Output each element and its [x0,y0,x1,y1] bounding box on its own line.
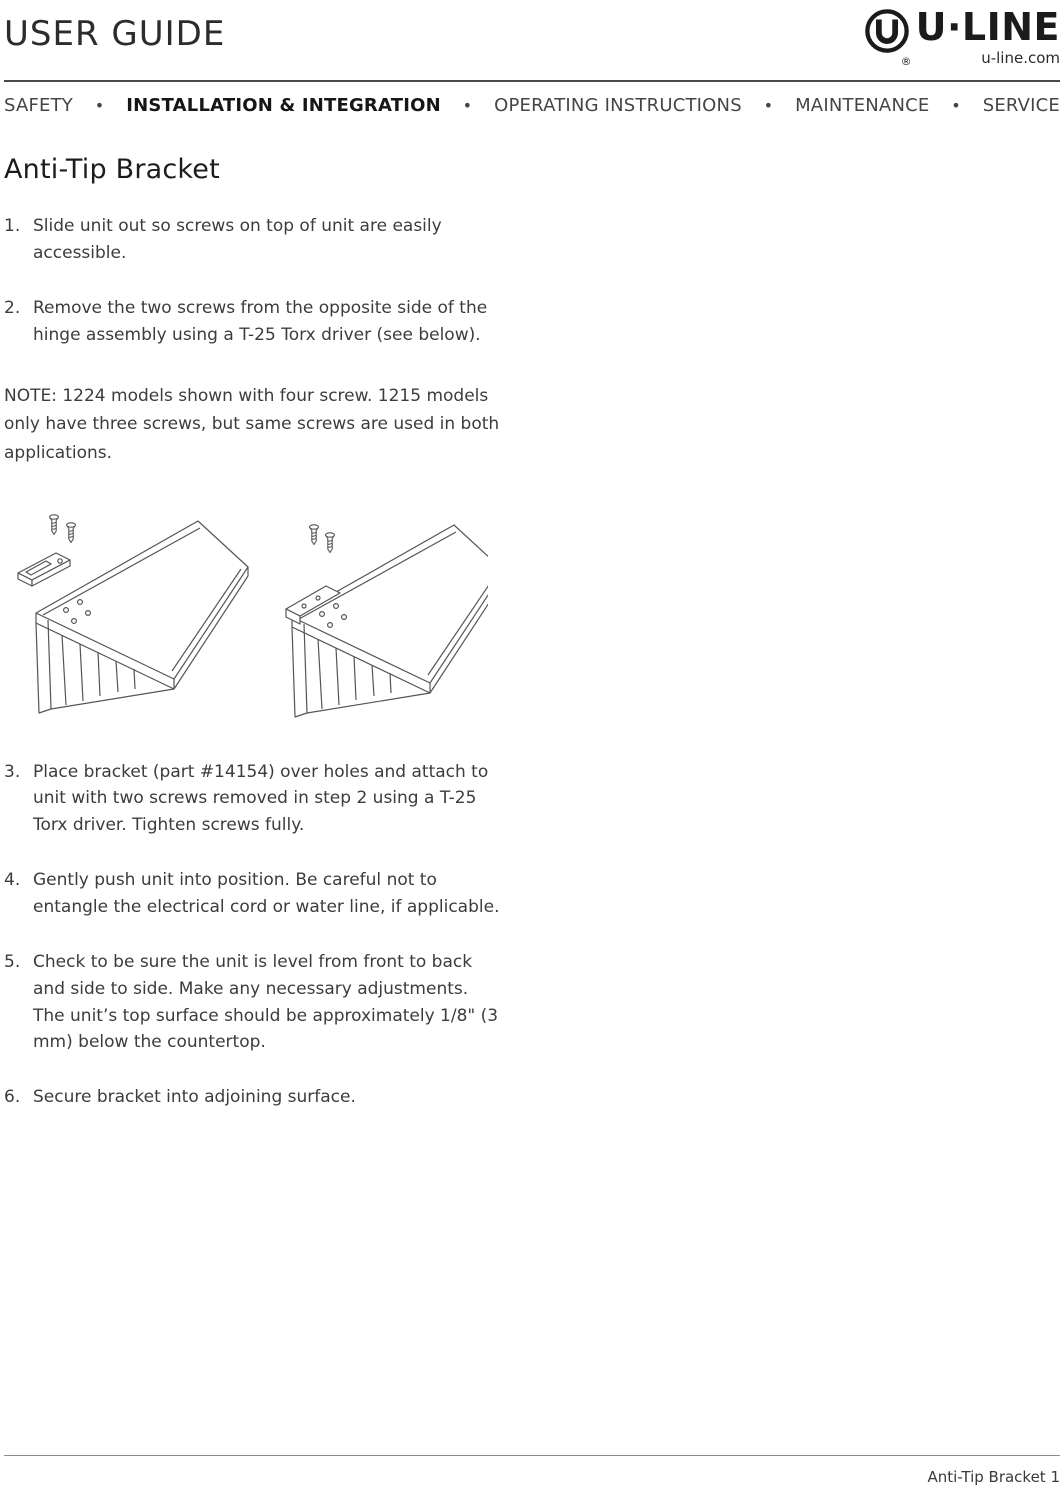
step-number: 5. [4,951,21,972]
step-text: Remove the two screws from the opposite side of the hinge assembly using a T-25 Torx driver (see below). [33,297,488,345]
step-number: 6. [4,1087,21,1108]
anti-tip-diagram [8,489,488,727]
breadcrumb-separator: • [951,96,961,115]
uline-monogram-icon [864,8,910,54]
step-row [4,759,501,840]
breadcrumb-separator: • [763,96,774,115]
step-text: Secure bracket into adjoining surface. [33,1087,356,1108]
page-title: Anti-Tip Bracket [4,154,220,185]
breadcrumb-separator: • [462,96,473,115]
breadcrumb-item-service: SERVICE [982,95,1060,116]
step-row [4,949,501,1056]
breadcrumb-separator: • [94,96,105,115]
registered-mark: ® [900,55,912,68]
note-text: NOTE: 1224 models shown with four screw. 1215 models only have three screws, but same screws are used in both applications. [4,386,500,463]
step-text: Gently push unit into position. Be careful not to entangle the electrical cord or water line, if applicable. [33,870,500,918]
uline-website: u-line.com [981,48,1060,67]
breadcrumb-item-installation: INSTALLATION & INTEGRATION [126,95,441,116]
anti-tip-diagram-figure [8,489,1060,731]
breadcrumb-item-maintenance: MAINTENANCE [795,95,930,116]
step-row [4,213,501,267]
breadcrumb-item-safety: SAFETY [4,95,73,116]
step-text: Check to be sure the unit is level from front to back and side to side. Make any necessary adjustments. The unit’s top surface should be approximately 1/8" (3 mm) below the countertop. [33,951,499,1053]
page-header [4,0,1060,68]
diagram-attach-bracket [286,524,488,716]
step-row [4,867,501,921]
doc-title: USER GUIDE [4,14,226,54]
step-text: Slide unit out so screws on top of unit are easily accessible. [33,216,442,263]
step-number: 1. [4,216,21,236]
breadcrumb-item-operating: OPERATING INSTRUCTIONS [494,95,742,116]
step-number: 4. [4,870,21,891]
diagram-remove-screws [18,514,248,712]
step-number: 2. [4,297,21,318]
page-footer-label: Anti-Tip Bracket 1 [927,1468,1060,1486]
header-rule [4,80,1060,82]
uline-wordmark-block [915,5,1060,67]
uline-monogram [864,8,910,68]
step-number: 3. [4,761,21,782]
uline-wordmark: U·LINE [915,5,1060,49]
step-row [4,295,501,349]
page-footer [4,1455,1060,1486]
step-text: Place bracket (part #14154) over holes and attach to unit with two screws removed in step 2 using a T-25 Torx driver. Tighten screws fully. [33,761,489,836]
breadcrumb [4,95,1060,116]
uline-logo [864,5,1060,68]
step-row [4,1084,501,1111]
